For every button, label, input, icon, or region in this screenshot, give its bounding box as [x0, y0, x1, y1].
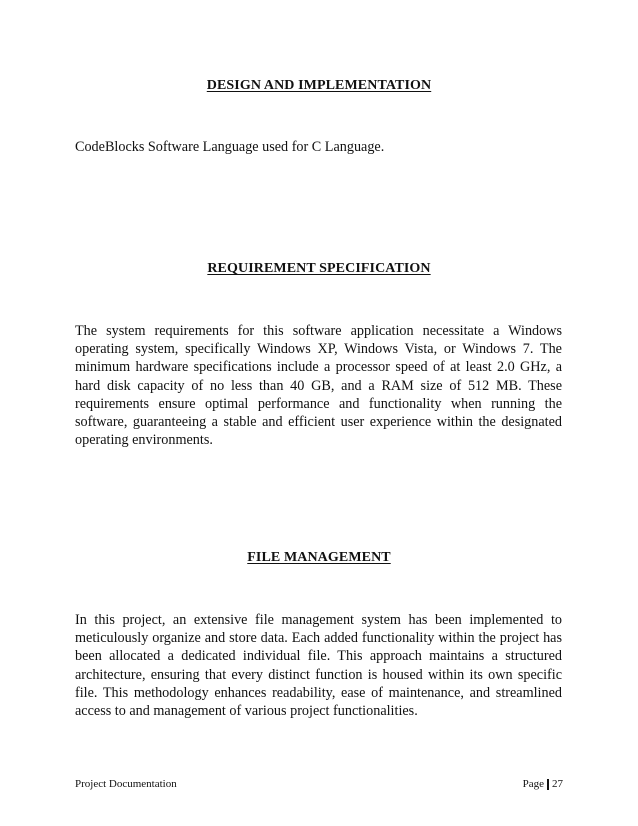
file-management-paragraph: In this project, an extensive file management system has been implemented to meticulously organize and store data. Each added functionality within the project has been allocated a dedicated individual file. This approach maintains a structured architecture, ensuring that every distinct function is housed within its own specific file. This methodology enhances readability, ease of maintenance, and streamlined access to and management of various project functionalities.: [75, 612, 562, 720]
requirements-paragraph: The system requirements for this software application necessitate a Windows operating system, specifically Windows XP, Windows Vista, or Windows 7. The minimum hardware specifications include a processor speed of at least 2.0 GHz, a hard disk capacity of no less than 40 GB, and a RAM size of 512 MB. These requirements ensure optimal performance and functionality when running the software, guaranteeing a stable and efficient user experience within the designated operating environments.: [75, 323, 562, 449]
design-body-text: CodeBlocks Software Language used for C Language.: [75, 139, 385, 155]
footer-page-number: 27: [552, 778, 563, 790]
footer-separator: [547, 779, 549, 790]
footer-page-label: Page: [522, 778, 544, 790]
heading-requirement-specification: REQUIREMENT SPECIFICATION: [207, 261, 431, 276]
footer-document-title: Project Documentation: [75, 778, 177, 790]
heading-file-management: FILE MANAGEMENT: [247, 550, 391, 565]
heading-design-implementation: DESIGN AND IMPLEMENTATION: [206, 78, 432, 93]
footer-page-indicator: [523, 777, 563, 791]
